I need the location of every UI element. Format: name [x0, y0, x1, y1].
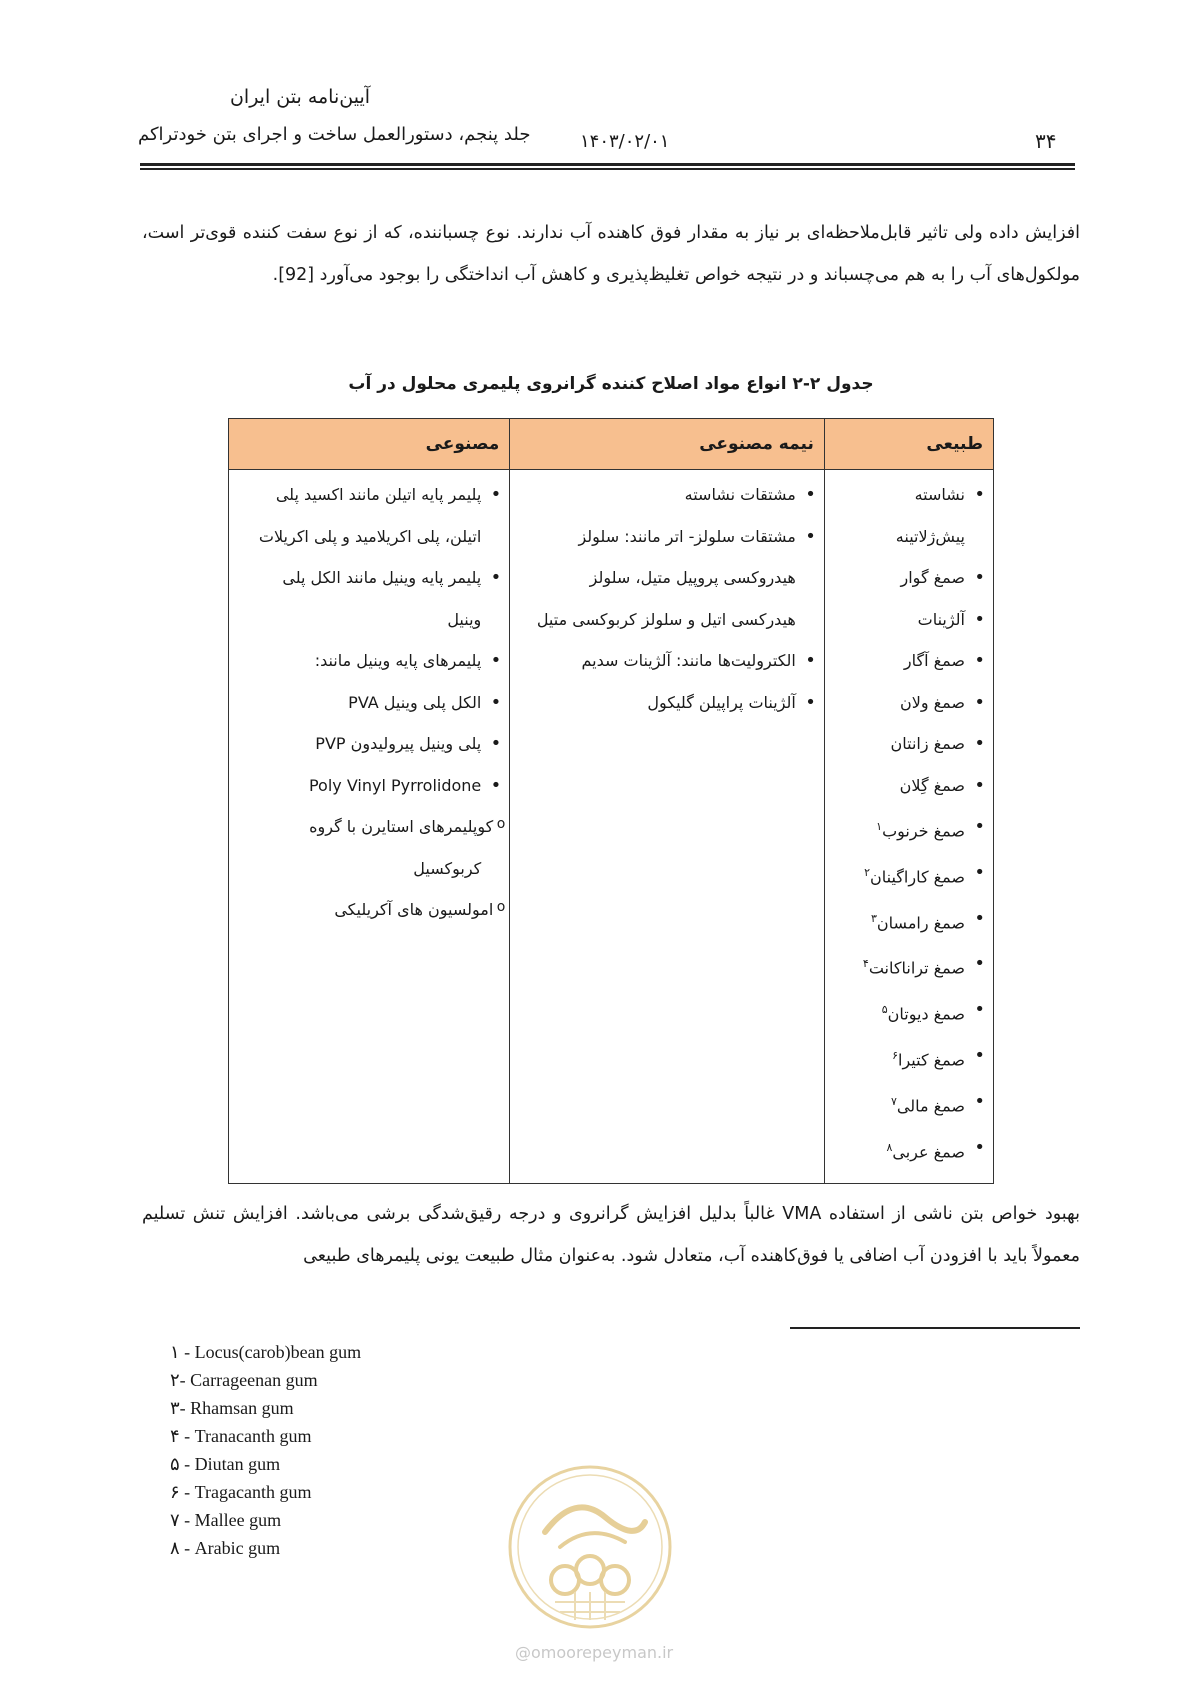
header-rule-thin — [140, 168, 1075, 170]
header-synthetic: مصنوعی — [229, 419, 510, 470]
body-paragraph-2: بهبود خواص بتن ناشی از استفاده VMA غالباً بدلیل افزایش گرانروی و درجه رقیق‌شدگی برشی می‌باشد. افزایش تنش تسلیم معمولاً باید با افزودن آب اضافی یا فوق‌کاهنده آب، متعادل شود. به‌عنوان مثال طبیعت یونی پلیمرهای طبیعی — [142, 1204, 1080, 1266]
list-item-text: کوپلیمرهای استایرن با گروه — [309, 817, 494, 836]
list-item — [835, 898, 985, 944]
semi-synthetic-cell — [510, 470, 825, 1184]
list-item — [239, 848, 501, 890]
list-item — [239, 765, 501, 807]
list-item-text: صمغ ولان — [899, 692, 965, 712]
header-rule-thick — [140, 163, 1075, 166]
list-item — [520, 516, 816, 558]
list-item — [520, 474, 816, 516]
footnote-marker: ۱ — [876, 820, 883, 833]
list-item — [239, 557, 501, 599]
list-item-text: آلژینات — [917, 609, 965, 629]
list-item-text: صمغ گِلان — [899, 775, 965, 795]
synthetic-list — [239, 474, 501, 931]
list-item-text: هیدروکسی پروپیل متیل، سلولز — [589, 568, 796, 587]
list-item-text: صمغ کاراگینان — [870, 867, 965, 887]
list-item — [835, 989, 985, 1035]
list-item-text: صمغ خرنوب — [882, 821, 965, 841]
list-item-text: نشاسته — [914, 485, 965, 504]
list-item-text: الکترولیت‌ها مانند: آلژینات سدیم — [581, 651, 796, 670]
list-item — [520, 557, 816, 599]
list-item — [835, 852, 985, 898]
header-date: ۱۴۰۳/۰۲/۰۱ — [580, 131, 670, 152]
list-item — [520, 682, 816, 724]
list-item-text: وینیل — [447, 609, 482, 629]
list-item-text: پلیمر پایه اتیلن مانند اکسید پلی — [275, 485, 482, 504]
list-item-text: مشتقات سلولز- اتر مانند: سلولز — [578, 526, 796, 546]
list-item-text: صمغ عربی — [892, 1142, 965, 1162]
list-item-text: صمغ تراناکانت — [868, 958, 965, 978]
list-item — [239, 640, 501, 682]
list-item — [835, 1081, 985, 1127]
footnote-marker: ۳ — [871, 911, 877, 925]
footnote-item: ۷ - Mallee gum — [170, 1510, 282, 1530]
list-item — [239, 723, 501, 765]
footnote-marker: ۴ — [862, 957, 869, 971]
list-item-text: پلیمر پایه وینیل مانند الکل پلی — [282, 568, 482, 587]
list-item-text: مشتقات نشاسته — [684, 485, 796, 504]
list-item — [835, 682, 985, 724]
footnotes — [170, 1338, 361, 1562]
list-item — [520, 599, 816, 641]
list-item-text: صمغ مالی — [896, 1096, 965, 1116]
list-item-text: صمغ آگار — [903, 651, 965, 670]
list-item-text: صمغ گوار — [900, 568, 965, 587]
footnote-item: ۱ - Locus(carob)bean gum — [170, 1342, 362, 1362]
footnote-item: ۶ - Tragacanth gum — [170, 1482, 312, 1502]
table-caption: جدول ۲-۲ انواع مواد اصلاح کننده گرانروی پلیمری محلول در آب — [348, 374, 874, 394]
list-item-text: کربوکسیل — [413, 858, 482, 878]
list-item — [835, 516, 985, 558]
footnote-marker: ۸ — [886, 1140, 893, 1154]
natural-list — [835, 474, 985, 1173]
footnote-rule — [790, 1327, 1080, 1329]
list-item — [835, 1035, 985, 1081]
list-item — [835, 557, 985, 599]
list-item — [835, 474, 985, 516]
footnote-item: ۳- Rhamsan gum — [170, 1398, 294, 1418]
list-item — [835, 1127, 985, 1173]
list-item-text: هیدرکسی اتیل و سلولز کربوکسی متیل — [536, 609, 796, 629]
footnote-item: ۸ - Arabic gum — [170, 1538, 281, 1558]
list-item — [835, 640, 985, 682]
list-item-text: پلی وینیل پیرولیدون PVP — [315, 734, 482, 753]
body-paragraph-1: افزایش داده ولی تاثیر قابل‌ملاحظه‌ای بر نیاز به مقدار فوق کاهنده آب ندارند. نوع چسباننده، که از نوع سفت کننده قوی‌تر است، مولکول‌های آب را به هم می‌چسباند و در نتیجه خواص تغلیظ‌پذیری و کاهش آب انداختگی را بوجود می‌آورد [92]. — [142, 223, 1080, 285]
footnote-item: ۵ - Diutan gum — [170, 1454, 281, 1474]
header-semi-synthetic: نیمه مصنوعی — [510, 419, 825, 470]
list-item — [239, 474, 501, 516]
footnote-marker: ۵ — [881, 1003, 888, 1017]
list-item-text: الکل پلی وینیل PVA — [348, 692, 482, 712]
list-item — [835, 723, 985, 765]
semi-synthetic-list — [520, 474, 816, 723]
list-item — [835, 806, 985, 852]
watermark-text: @omoorepeyman.ir — [515, 1643, 674, 1662]
list-item — [835, 599, 985, 641]
list-item-text: صمغ زانتان — [890, 734, 965, 753]
list-item-text: Poly Vinyl Pyrrolidone — [308, 775, 482, 795]
list-item — [239, 682, 501, 724]
list-item — [835, 943, 985, 989]
footnote-marker: ۷ — [890, 1094, 897, 1108]
synthetic-cell — [229, 470, 510, 1184]
list-item-text: پلیمرهای پایه وینیل مانند: — [314, 651, 482, 670]
list-item-text: پیش‌ژلاتینه — [895, 526, 965, 546]
seal-logo-icon — [505, 1462, 675, 1632]
list-item — [239, 806, 501, 848]
list-item — [520, 640, 816, 682]
list-item — [239, 889, 501, 931]
list-item-text: صمغ دیوتان — [887, 1004, 965, 1024]
list-item — [239, 516, 501, 558]
footnote-item: ۴ - Tranacanth gum — [170, 1426, 312, 1446]
header-natural: طبیعی — [824, 419, 993, 470]
list-item — [835, 765, 985, 807]
header-title: آیین‌نامه بتن ایران — [229, 86, 371, 108]
list-item — [239, 599, 501, 641]
list-item-text: صمغ رامسان — [876, 912, 965, 932]
header-subtitle: جلد پنجم، دستورالعمل ساخت و اجرای بتن خودتراکم — [138, 124, 531, 145]
footnote-marker: ۶ — [892, 1049, 899, 1063]
footnote-item: ۲- Carrageenan gum — [170, 1370, 318, 1390]
vma-types-table — [228, 418, 994, 1184]
footnote-marker: ۲ — [864, 865, 870, 879]
list-item-text: اتیلن، پلی اکریلامید و پلی اکریلات — [258, 526, 482, 546]
natural-cell — [824, 470, 993, 1184]
list-item-text: صمغ کتیرا — [898, 1050, 965, 1070]
page-number: ۳۴ — [1035, 129, 1057, 153]
list-item-text: امولسیون های آکریلیکی — [334, 900, 494, 919]
list-item-text: آلژینات پراپیلن گلیکول — [647, 692, 796, 712]
